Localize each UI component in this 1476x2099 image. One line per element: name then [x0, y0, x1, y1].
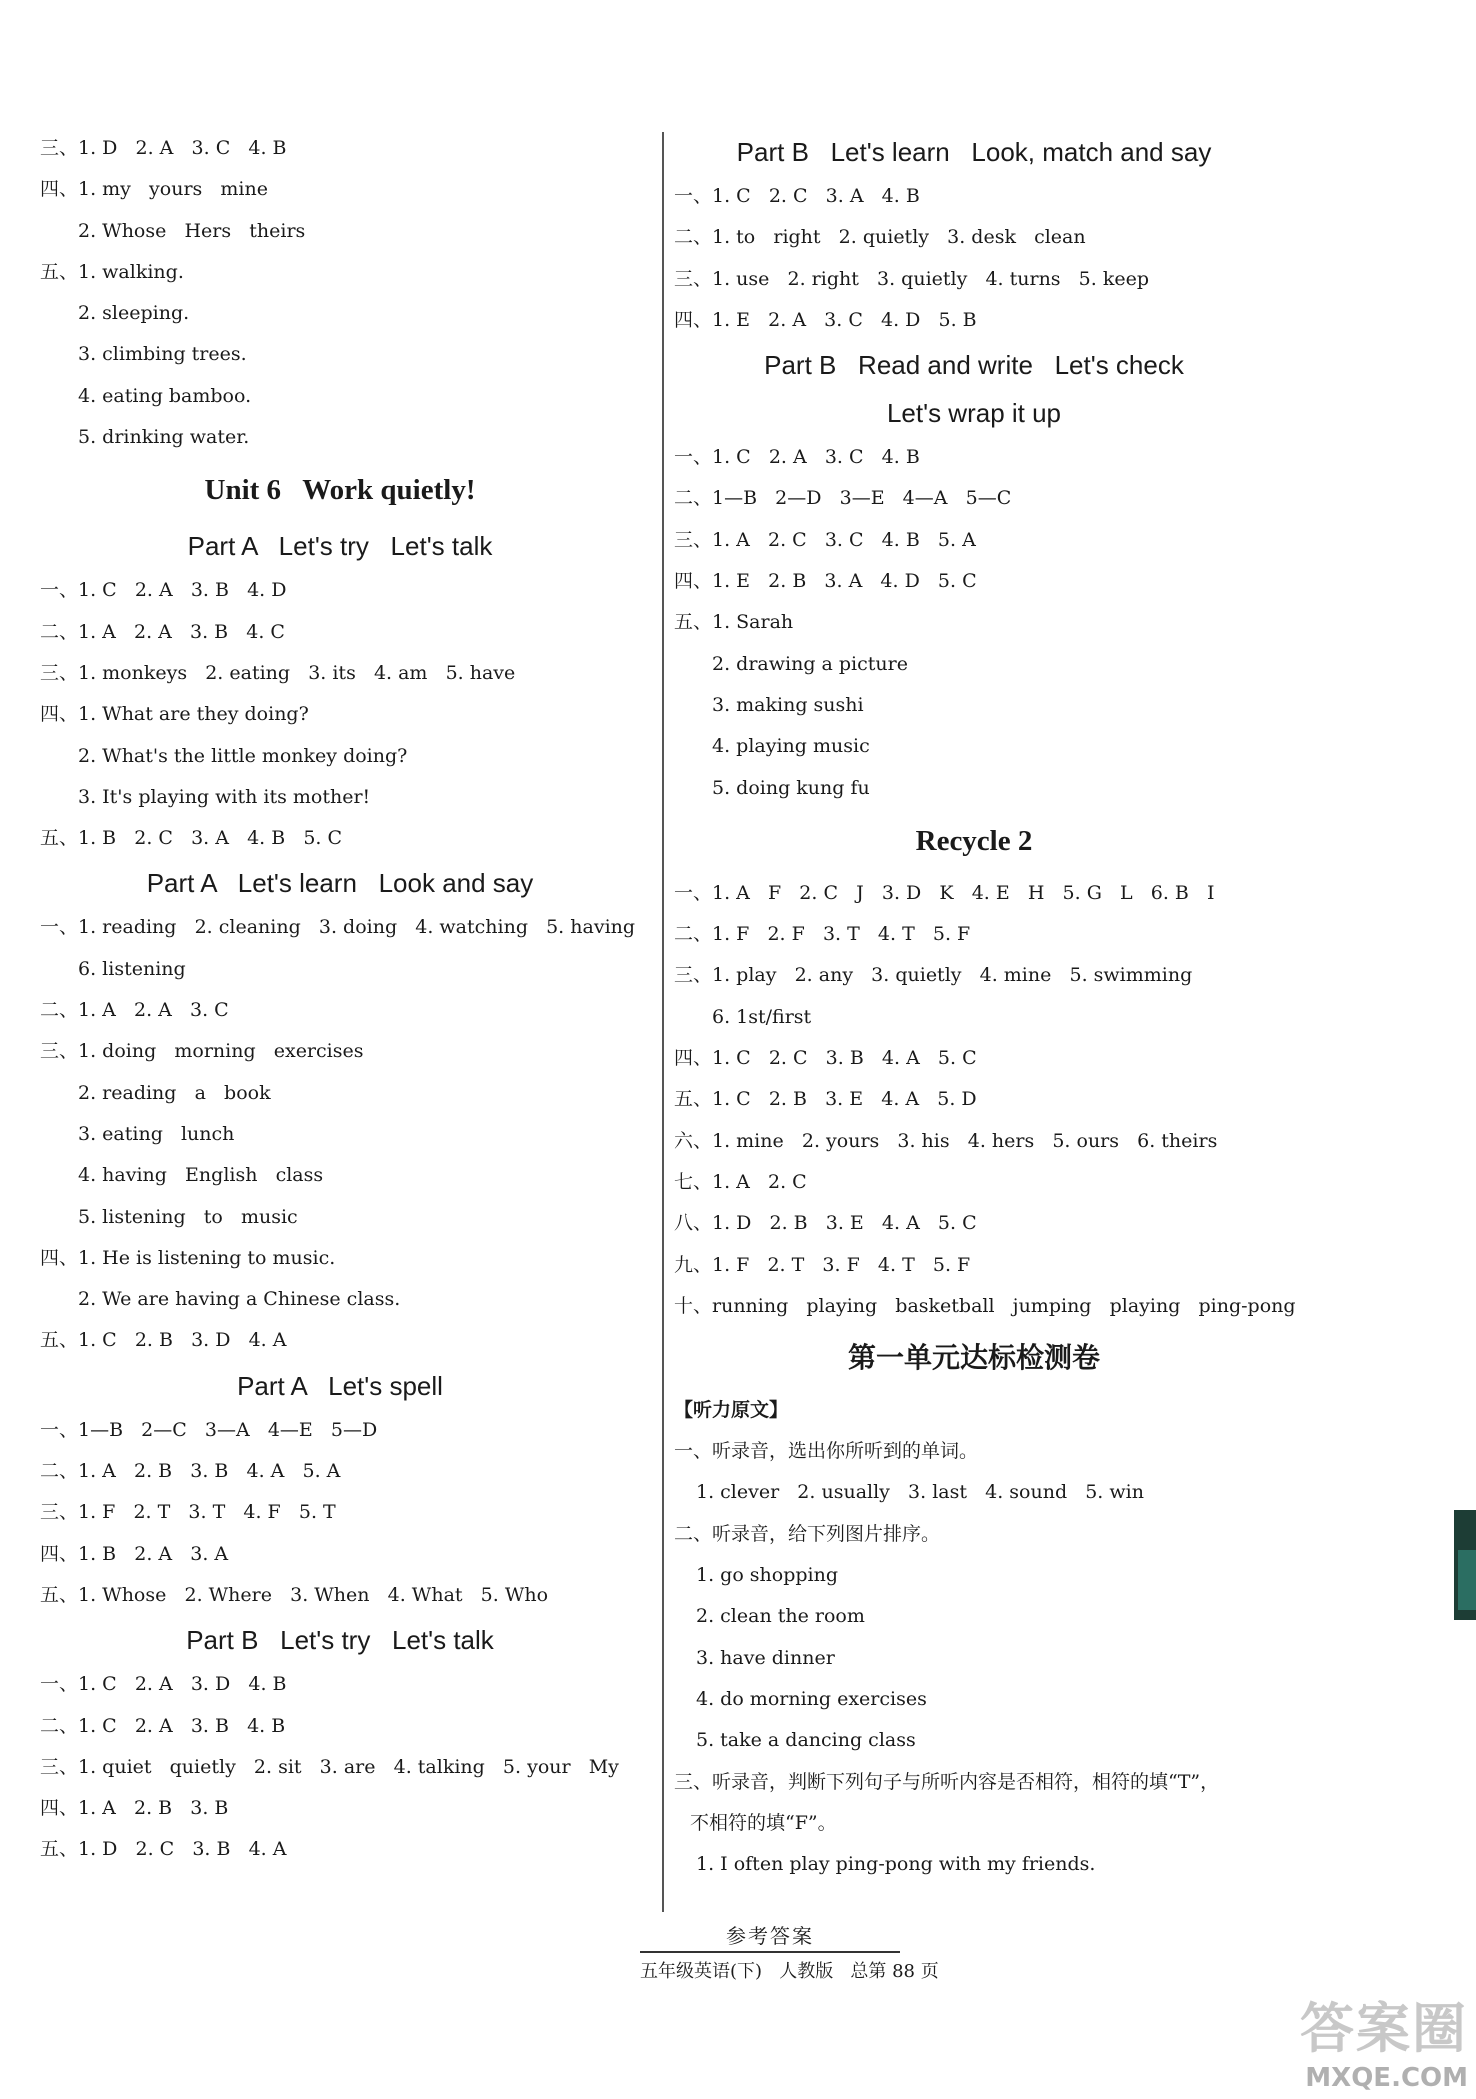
answer-line: 二、听录音，给下列图片排序。	[674, 1522, 941, 1545]
answer-line: 四、1. E 2. B 3. A 4. D 5. C	[674, 570, 977, 593]
answer-line: 2. drawing a picture	[712, 652, 908, 675]
answer-line: 二、1. C 2. A 3. B 4. B	[40, 1714, 286, 1737]
answer-line: 三、1. play 2. any 3. quietly 4. mine 5. swimming	[674, 964, 1193, 987]
answer-line: 三、1. quiet quietly 2. sit 3. are 4. talking 5. your My	[40, 1755, 619, 1778]
answer-line: 一、1. C 2. A 3. B 4. D	[40, 579, 287, 602]
answer-line: 2. What's the little monkey doing?	[78, 744, 408, 767]
section-heading: Let's wrap it up	[886, 398, 1062, 429]
section-heading: Part B Let's try Let's talk	[186, 1625, 494, 1656]
section-heading: Part A Let's learn Look and say	[146, 868, 534, 899]
answer-line: 二、1. A 2. B 3. B 4. A 5. A	[40, 1460, 341, 1483]
answer-line: 2. clean the room	[696, 1605, 865, 1628]
answer-line: 四、1. A 2. B 3. B	[40, 1797, 229, 1820]
answer-line: 五、1. C 2. B 3. D 4. A	[40, 1329, 287, 1352]
unit-title: Unit 6 Work quietly!	[204, 474, 476, 507]
section-heading: Part B Read and write Let's check	[764, 350, 1184, 381]
answer-line: 4. having English class	[78, 1164, 324, 1187]
answer-line: 2. sleeping.	[78, 302, 190, 325]
answer-line: 二、1. A 2. A 3. C	[40, 999, 229, 1022]
answer-line: 5. doing kung fu	[712, 776, 870, 799]
answer-line: 3. eating lunch	[78, 1122, 235, 1145]
column-divider	[662, 132, 664, 1912]
answer-line: 一、听录音，选出你所听到的单词。	[674, 1440, 979, 1463]
section-heading: Part A Let's try Let's talk	[187, 531, 493, 562]
answer-line: 一、1—B 2—C 3—A 4—E 5—D	[40, 1418, 378, 1441]
answer-line: 一、1. A F 2. C J 3. D K 4. E H 5. G L 6. B I	[674, 881, 1215, 904]
answer-line: 3. climbing trees.	[78, 343, 247, 366]
answer-line: 5. take a dancing class	[696, 1729, 916, 1752]
answer-line: 四、1. E 2. A 3. C 4. D 5. B	[674, 308, 977, 331]
watermark-url: MXQE.COM	[1305, 2063, 1468, 2093]
answer-line: 二、1. A 2. A 3. B 4. C	[40, 620, 285, 643]
answer-line: 4. do morning exercises	[696, 1687, 927, 1710]
answer-line: 五、1. C 2. B 3. E 4. A 5. D	[674, 1088, 977, 1111]
answer-line: 五、1. walking.	[40, 260, 184, 283]
answer-line: 七、1. A 2. C	[674, 1170, 807, 1193]
left-column	[40, 128, 640, 1871]
bracket-label: 【听力原文】	[674, 1399, 789, 1422]
section-heading: Part A Let's spell	[237, 1370, 443, 1401]
answer-line: 二、1. to right 2. quietly 3. desk clean	[674, 226, 1086, 249]
answer-line: 三、1. A 2. C 3. C 4. B 5. A	[674, 528, 976, 551]
page-edge-tab	[1454, 1510, 1476, 1620]
answer-line: 九、1. F 2. T 3. F 4. T 5. F	[674, 1253, 971, 1276]
page-footer	[640, 1920, 939, 1983]
answer-line: 一、1. C 2. C 3. A 4. B	[674, 185, 920, 207]
answer-line: 3. It's playing with its mother!	[78, 785, 371, 808]
answer-line: 一、1. C 2. A 3. D 4. B	[40, 1673, 287, 1696]
answer-line: 2. We are having a Chinese class.	[78, 1288, 401, 1311]
test-title: 第一单元达标检测卷	[847, 1341, 1100, 1375]
answer-line: 四、1. He is listening to music.	[40, 1246, 336, 1269]
footer-page-info: 五年级英语(下) 人教版 总第 88 页	[640, 1961, 939, 1982]
footer-title: 参考答案	[640, 1920, 900, 1953]
answer-line: 三、1. monkeys 2. eating 3. its 4. am 5. have	[40, 661, 516, 684]
answer-line: 3. making sushi	[712, 693, 864, 716]
site-watermark	[1300, 1986, 1468, 2093]
answer-line: 五、1. Sarah	[674, 611, 794, 634]
right-column	[674, 128, 1296, 1885]
answer-line: 6. 1st/first	[712, 1005, 812, 1028]
unit-title: Recycle 2	[915, 824, 1033, 857]
watermark-logo-text: 答案圈	[1300, 1997, 1468, 2060]
answer-line: 四、1. What are they doing?	[40, 703, 309, 726]
answer-line: 三、1. D 2. A 3. C 4. B	[40, 137, 287, 159]
answer-line: 三、1. F 2. T 3. T 4. F 5. T	[40, 1501, 336, 1524]
section-heading: Part B Let's learn Look, match and say	[736, 137, 1212, 167]
answer-line: 2. Whose Hers theirs	[78, 219, 306, 242]
answer-line: 3. have dinner	[696, 1646, 835, 1669]
answer-line: 四、1. my yours mine	[40, 178, 268, 201]
answer-line: 三、1. doing morning exercises	[40, 1040, 364, 1063]
answer-line: 一、1. reading 2. cleaning 3. doing 4. watching 5. having	[40, 916, 636, 939]
answer-line: 1. go shopping	[696, 1564, 839, 1587]
answer-line: 三、1. use 2. right 3. quietly 4. turns 5. keep	[674, 267, 1150, 290]
answer-line: 六、1. mine 2. yours 3. his 4. hers 5. ours 6. theirs	[674, 1129, 1218, 1152]
answer-line: 6. listening	[78, 957, 186, 980]
answer-line: 十、running playing basketball jumping playing ping-pong	[674, 1294, 1296, 1317]
answer-line: 5. listening to music	[78, 1205, 298, 1228]
answer-line: 四、1. B 2. A 3. A	[40, 1542, 229, 1565]
answer-line: 1. clever 2. usually 3. last 4. sound 5. win	[696, 1481, 1144, 1504]
answer-line: 三、听录音，判断下列句子与所听内容是否相符，相符的填“T”，	[674, 1770, 1220, 1793]
answer-line: 2. reading a book	[78, 1081, 271, 1104]
answer-line: 1. I often play ping-pong with my friends.	[696, 1853, 1096, 1876]
answer-line: 二、1—B 2—D 3—E 4—A 5—C	[674, 487, 1012, 510]
answer-line: 4. playing music	[712, 735, 870, 758]
answer-line: 一、1. C 2. A 3. C 4. B	[674, 446, 920, 469]
answer-line: 五、1. Whose 2. Where 3. When 4. What 5. Who	[40, 1583, 549, 1606]
answer-line: 四、1. C 2. C 3. B 4. A 5. C	[674, 1047, 977, 1070]
answer-line: 5. drinking water.	[78, 426, 250, 449]
answer-line: 五、1. B 2. C 3. A 4. B 5. C	[40, 827, 343, 850]
answer-line: 八、1. D 2. B 3. E 4. A 5. C	[674, 1212, 977, 1235]
answer-line: 五、1. D 2. C 3. B 4. A	[40, 1838, 287, 1861]
answer-line: 不相符的填“F”。	[690, 1811, 837, 1834]
answer-line: 二、1. F 2. F 3. T 4. T 5. F	[674, 923, 971, 946]
answer-line: 4. eating bamboo.	[78, 384, 252, 407]
